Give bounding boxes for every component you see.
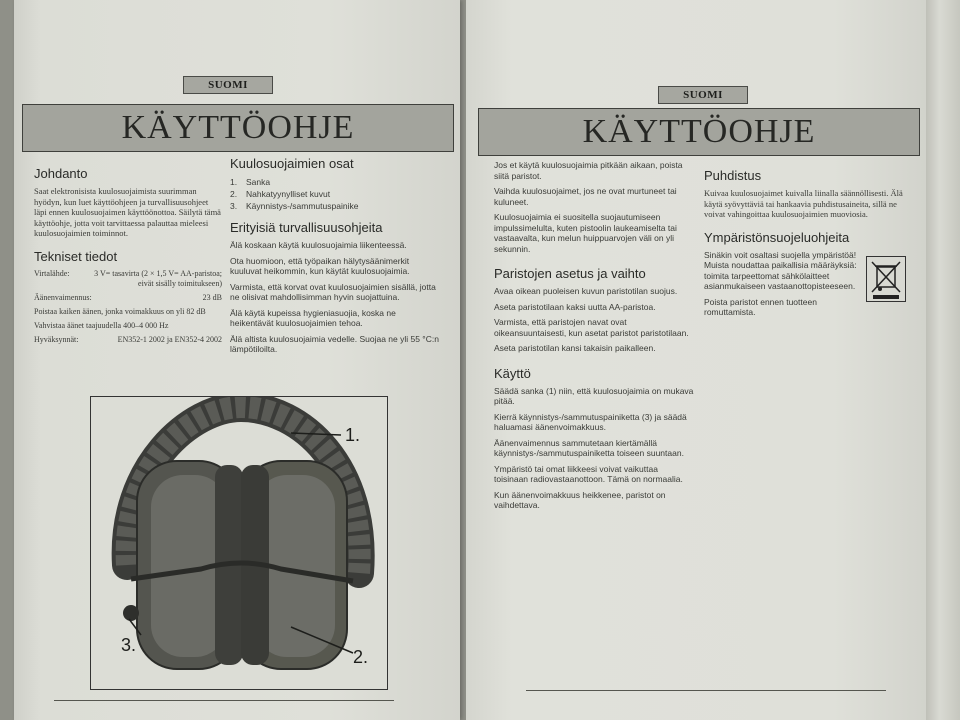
page-title: KÄYTTÖOHJE <box>22 104 454 152</box>
spec-row <box>34 321 222 331</box>
list-item: 1. Sanka <box>230 177 271 187</box>
spec-key: Vahvistaa äänet taajuudella 400–4 000 Hz <box>34 320 169 330</box>
environment-block <box>704 250 908 323</box>
intro-text: Saat elektronisista kuulosuojaimista suurimman hyödyn, kun luet käyttöohjeen ja turvallisuusohjeet läpi ennen kuulosuojaimen käyttöönottoa. Säilytä tämä käyttöohje, jotta voit tarvittaessa palauttaa mieleesi kuulosuojaimien toiminnot. <box>34 186 221 238</box>
spec-key: Äänenvaimennus: <box>34 292 92 302</box>
environment-heading: Ympäristönsuojeluohjeita <box>704 229 850 245</box>
callout-3: 3. <box>121 635 137 655</box>
safety-heading: Erityisiä turvallisuusohjeita <box>230 220 383 235</box>
crossed-out-wheelie-bin-icon <box>866 256 906 302</box>
usage-paragraph: Kun äänenvoimakkuus heikkenee, paristot on vaihdettava. <box>494 489 666 510</box>
callout-1: 1. <box>345 425 361 445</box>
cleaning-text: Kuivaa kuulosuojaimet kuivalla liinalla säännöllisesti. Älä käytä syövyttäviä tai hankaavia puhdistusaineita, sillä ne voivat vahingoittaa kuulosuojaimien muoviosia. <box>704 188 903 219</box>
left-page <box>14 0 460 720</box>
usage-heading: Käyttö <box>494 365 531 381</box>
page-title: KÄYTTÖOHJE <box>478 108 920 156</box>
spec-value: EN352-1 2002 ja EN352-4 2002 <box>117 334 222 344</box>
right-column <box>704 168 908 323</box>
bottom-rule <box>54 700 394 701</box>
batteries-heading: Paristojen asetus ja vaihto <box>494 266 646 281</box>
spec-row <box>34 335 222 345</box>
language-tag: SUOMI <box>183 76 273 94</box>
next-page-edge <box>926 0 960 720</box>
batteries-paragraph: Aseta paristotilan kansi takaisin paikalleen. <box>494 343 656 353</box>
safety-paragraph: Älä käytä kupeissa hygieniasuojia, koska ne heikentävät kuulosuojaimien tehoa. <box>230 307 396 328</box>
earmuff-figure <box>90 396 388 690</box>
left-column <box>34 166 222 345</box>
parts-heading: Kuulosuojaimien osat <box>230 156 354 171</box>
environment-text <box>704 250 866 323</box>
bottom-rule <box>526 690 886 691</box>
spec-value: 23 dB <box>202 292 222 302</box>
spec-row <box>34 307 222 317</box>
environment-paragraph: Poista paristot ennen tuotteen romuttamista. <box>704 296 817 317</box>
batteries-paragraph: Aseta paristotilaan kaksi uutta AA-paristoa. <box>494 301 656 312</box>
list-item: 2. Nahkatyynylliset kuvut <box>230 189 331 199</box>
intro-paragraph: Jos et käytä kuulosuojaimia pitkään aikaan, poista siitä paristot. <box>494 160 683 181</box>
language-tag: SUOMI <box>658 86 748 104</box>
spec-row <box>34 293 222 303</box>
callout-2: 2. <box>353 647 369 667</box>
usage-paragraph: Ympäristö tai omat liikkeesi voivat vaikuttaa toisinaan radiovastaanottoon. Tämä on normaalia. <box>494 463 683 484</box>
right-column <box>230 156 440 360</box>
power-knob <box>123 605 139 621</box>
specs-table <box>34 269 222 345</box>
parts-list <box>230 176 440 212</box>
batteries-paragraph: Varmista, että paristojen navat ovat oikeansuuntaisesti, kun asetat paristot paristotilaan. <box>494 317 689 338</box>
spec-key: Virtalähde: <box>34 268 70 278</box>
safety-paragraph: Varmista, että korvat ovat kuulosuojaimien sisällä, jotta ne olisivat mahdollisimman hyvin suojattuina. <box>230 281 436 302</box>
list-item: 3. Käynnistys-/sammutuspainike <box>230 201 359 211</box>
specs-heading: Tekniset tiedot <box>34 248 118 264</box>
usage-paragraph: Kierrä käynnistys-/sammutuspainiketta (3) ja säädä haluamasi äänenvoimakkuus. <box>494 411 687 432</box>
intro-heading: Johdanto <box>34 166 88 181</box>
spec-key: Poistaa kaiken äänen, jonka voimakkuus on yli 82 dB <box>34 306 206 316</box>
cleaning-heading: Puhdistus <box>704 168 762 183</box>
safety-paragraph: Älä altista kuulosuojaimia vedelle. Suojaa ne yli 55 °C:n lämpötiloilta. <box>230 333 439 354</box>
batteries-paragraph: Avaa oikean puoleisen kuvun paristotilan suojus. <box>494 286 678 296</box>
usage-paragraph: Äänenvaimennus sammutetaan kiertämällä käynnistys-/sammutuspainiketta toiseen suuntaan. <box>494 437 684 458</box>
spec-value: 3 V= tasavirta (2 × 1,5 V= AA-paristoa; eivät sisälly toimitukseen) <box>94 268 222 288</box>
spec-row <box>34 269 222 289</box>
recycle-icon-wrap <box>866 250 908 310</box>
usage-paragraph: Säädä sanka (1) niin, että kuulosuojaimia on mukava pitää. <box>494 385 694 406</box>
left-column <box>494 160 694 516</box>
right-page <box>466 0 926 720</box>
intro-paragraph: Kuulosuojaimia ei suositella suojautumiseen impulssimelulta, kuten pistoolin laukeamiselta tai vastaavalta, kun melun huippuarvojen väli on yli sekunnin. <box>494 212 677 254</box>
environment-paragraph: Sinäkin voit osaltasi suojella ympäristöä! Muista noudattaa paikallisia määräyksiä: toimita tarpeettomat sähkölaitteet asianmukaiseen vastaanottopisteeseen. <box>704 249 857 291</box>
safety-paragraph: Ota huomioon, että työpaikan hälytysäänimerkit kuuluvat heikommin, kun käytät kuulosuojaimia. <box>230 255 410 276</box>
spec-key: Hyväksynnät: <box>34 334 79 344</box>
safety-paragraph: Älä koskaan käytä kuulosuojaimia liikenteessä. <box>230 240 407 250</box>
intro-paragraph: Vaihda kuulosuojaimet, jos ne ovat murtuneet tai kuluneet. <box>494 186 677 207</box>
